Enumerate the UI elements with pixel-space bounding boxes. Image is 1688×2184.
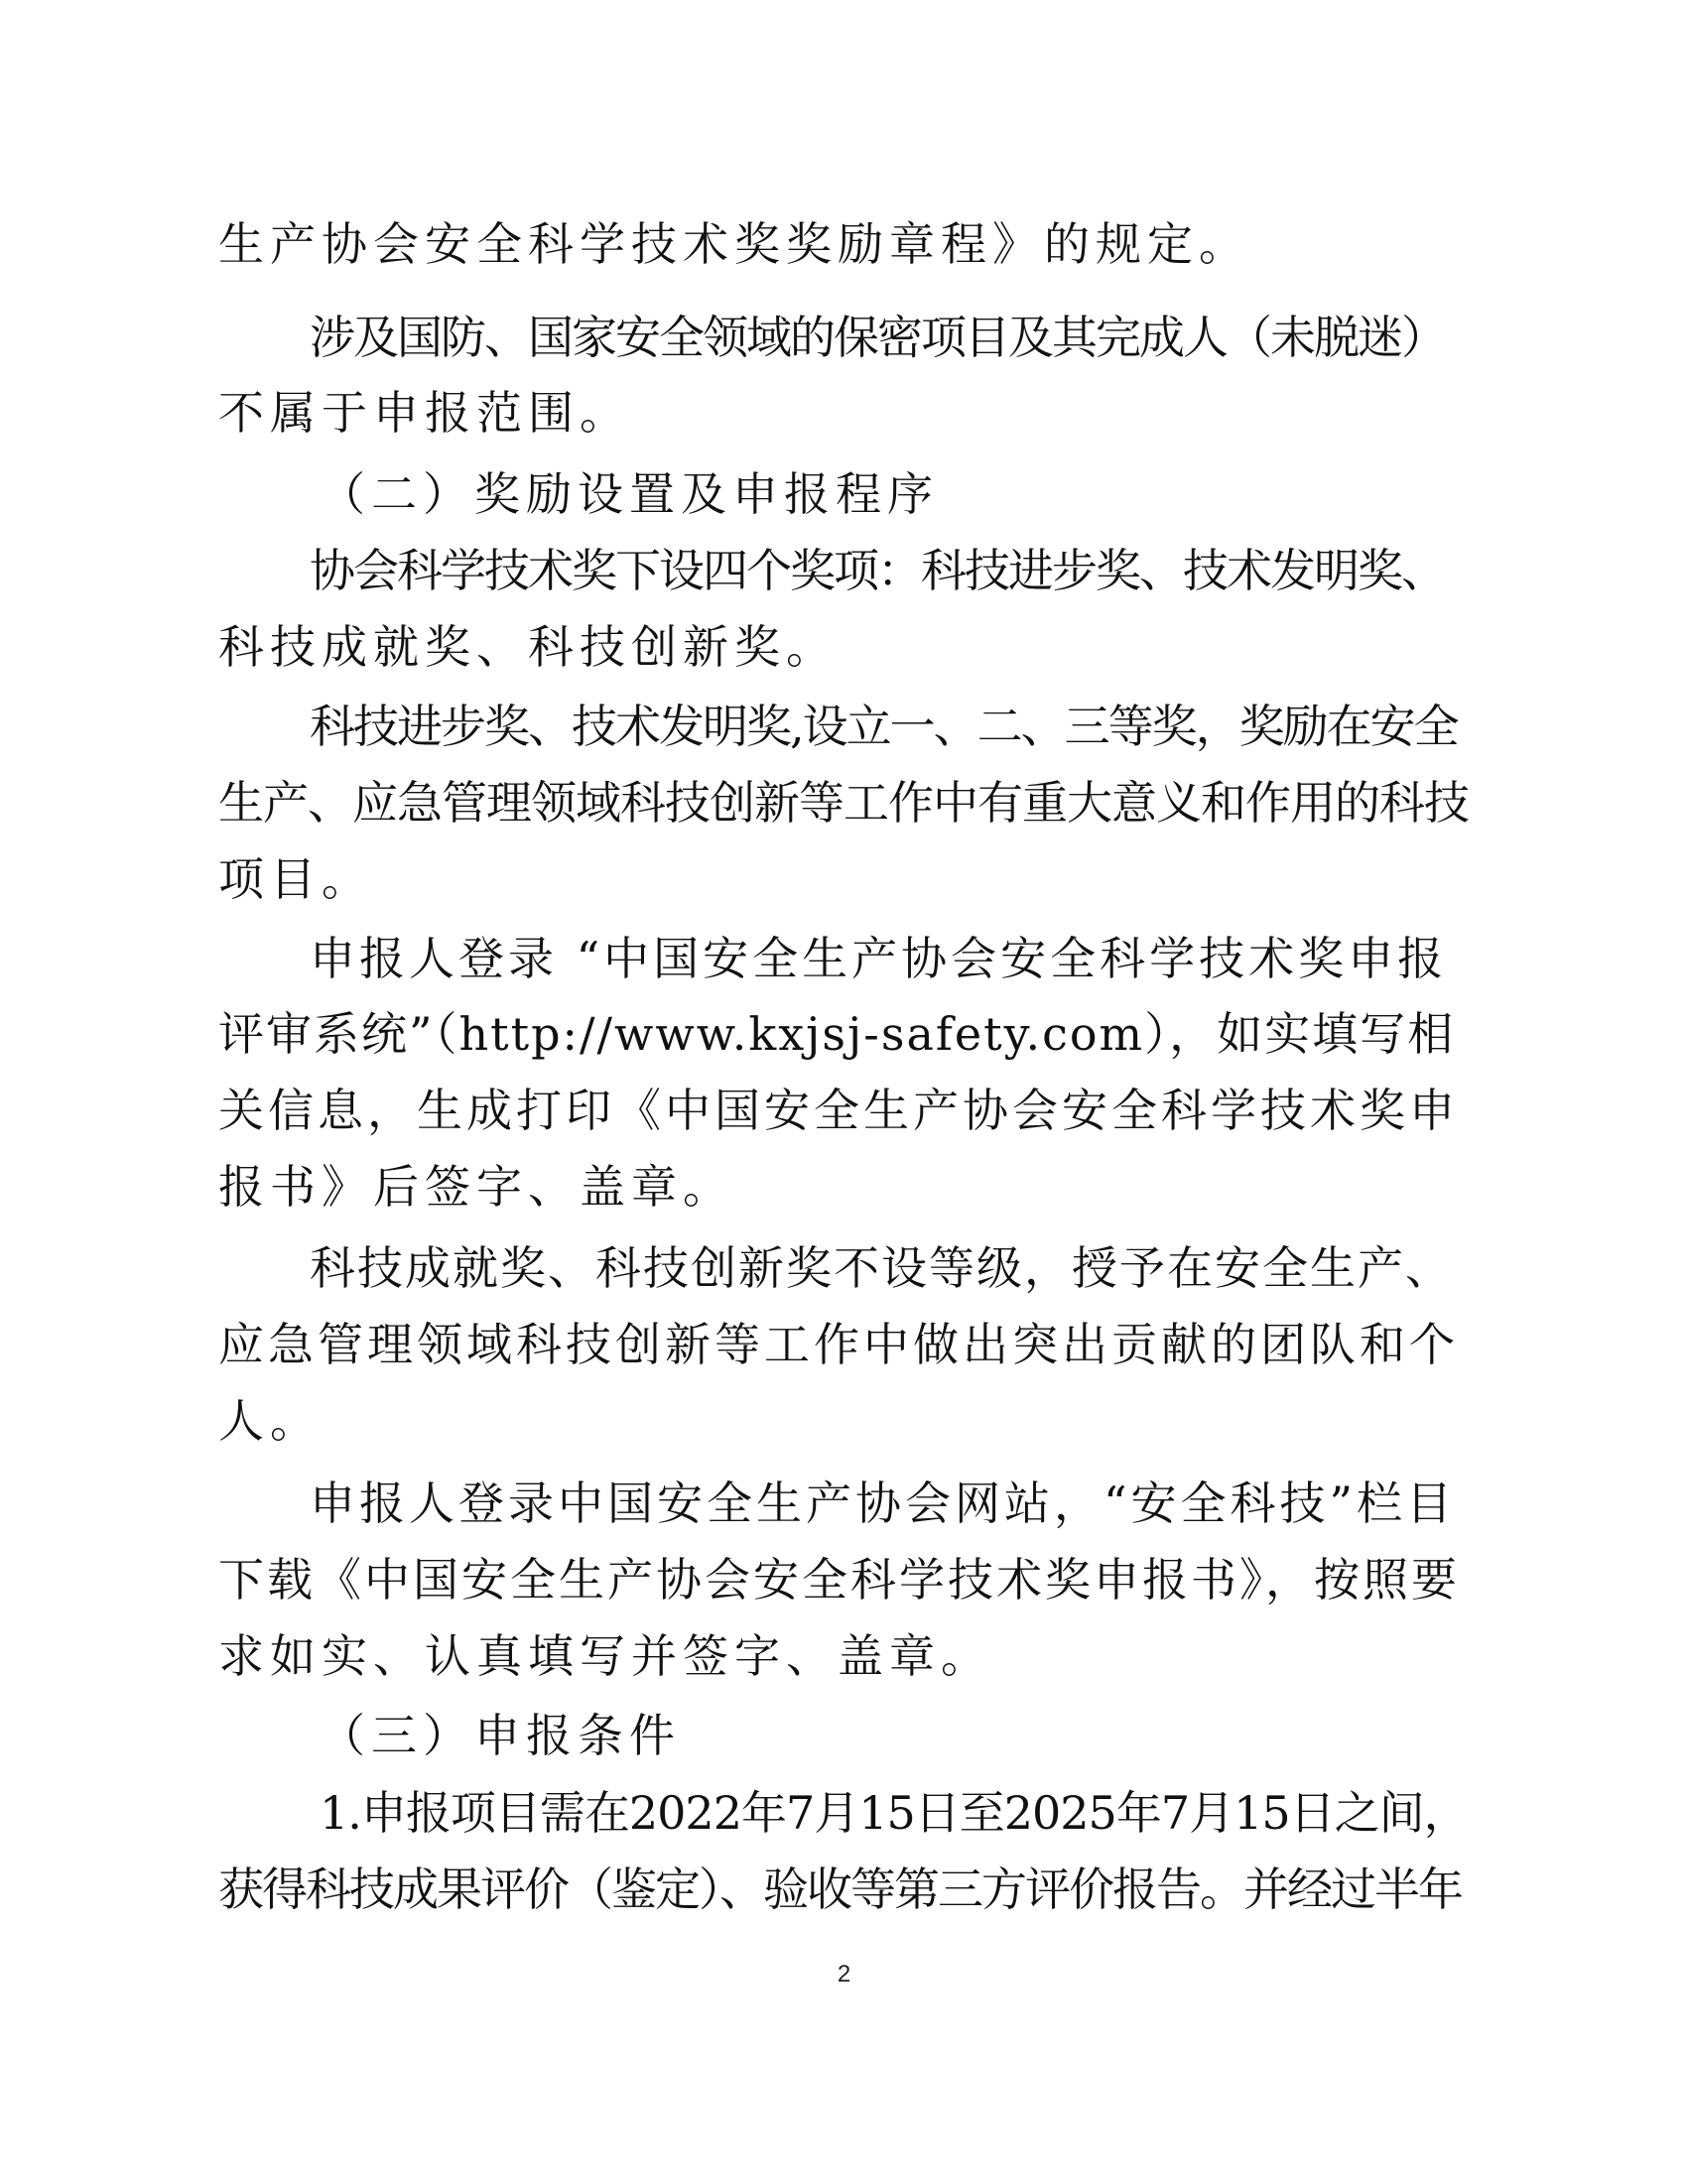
page-number: 2 [837, 1961, 851, 1988]
text-line-19: 求如实、认真填写并签字、盖章。 [218, 1629, 992, 1683]
text-line-18: 下载《中国安全生产协会安全科学技术奖申报书》，按照要 [218, 1553, 1460, 1606]
text-line-13: 报书》后签字、盖章。 [218, 1160, 734, 1214]
text-line-8: 生产、应急管理领域科技创新等工作中有重大意义和作用的科技 [218, 776, 1469, 830]
section-heading-2: （二）奖励设置及申报程序 [320, 467, 939, 521]
text-line-5: 协会科学技术奖下设四个奖项：科技进步奖、技术发明奖、 [310, 544, 1445, 597]
text-line-6: 科技成就奖、科技创新奖。 [218, 620, 838, 674]
text-line-12: 关信息，生成打印《中国安全生产协会安全科学技术奖申 [218, 1084, 1459, 1137]
text-line-21: 1.申报项目需在2022年7月15日至2025年7月15日之间， [320, 1786, 1469, 1840]
text-line-2: 涉及国防、国家安全领域的保密项目及其完成人（未脱迷） [310, 311, 1445, 364]
text-line-16: 人。 [218, 1394, 322, 1448]
text-line-10: 申报人登录 “中国安全生产协会安全科学技术奖申报 [310, 932, 1448, 985]
text-line-3: 不属于申报范围。 [218, 386, 631, 440]
text-line-11: 评审系统”（http://www.kxjsj-safety.com），如实填写相 [218, 1007, 1456, 1061]
text-line-1: 生产协会安全科学技术奖奖励章程》的规定。 [218, 217, 1250, 271]
text-line-17: 申报人登录中国安全生产协会网站，“安全科技”栏目 [310, 1477, 1457, 1530]
text-line-9: 项目。 [218, 852, 373, 906]
text-line-7: 科技进步奖、技术发明奖,设立一、二、三等奖，奖励在安全 [310, 700, 1458, 753]
section-heading-3: （三）申报条件 [320, 1709, 681, 1762]
text-line-22: 获得科技成果评价（鉴定）、验收等第三方评价报告。并经过半年 [218, 1863, 1462, 1916]
text-line-14: 科技成就奖、科技创新奖不设等级，授予在安全生产、 [310, 1241, 1453, 1295]
text-line-15: 应急管理领域科技创新等工作中做出突出贡献的团队和个 [218, 1318, 1459, 1371]
